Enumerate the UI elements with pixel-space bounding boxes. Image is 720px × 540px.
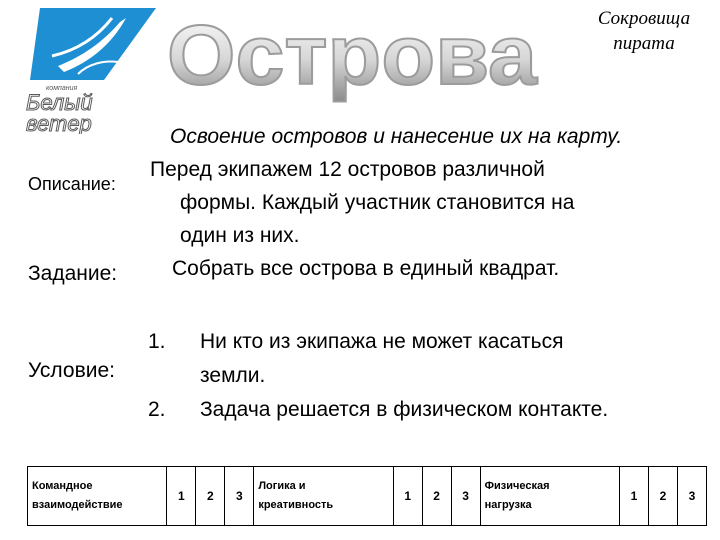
tagline-line1: Сокровища xyxy=(597,8,691,29)
description-label: Описание: xyxy=(28,174,116,194)
score-level-2: 2 xyxy=(648,467,677,526)
description-line2: Перед экипажем 12 островов различной xyxy=(150,158,545,181)
category-line1: Командное xyxy=(32,480,93,492)
condition-text: Ни кто из экипажа не может касаться xyxy=(200,330,564,353)
score-level-1: 1 xyxy=(619,467,648,526)
category-line2: креативность xyxy=(258,499,334,511)
condition-number: 1. xyxy=(148,330,166,353)
category-line2: нагрузка xyxy=(484,499,532,511)
logo-name-line2: ветер xyxy=(26,111,92,134)
logo-emblem xyxy=(8,4,158,134)
condition-label: Условие: xyxy=(28,359,116,382)
score-level-1: 1 xyxy=(167,467,196,526)
logo-small-text: компания xyxy=(46,85,78,92)
task-text: Собрать все острова в единый квадрат. xyxy=(172,257,560,280)
score-level-2: 2 xyxy=(196,467,225,526)
score-category-logic xyxy=(254,467,393,526)
condition-item-1-continued xyxy=(148,364,708,398)
score-level-2: 2 xyxy=(422,467,451,526)
description-line1: Освоение островов и нанесение их на карту. xyxy=(170,125,623,148)
score-category-physical xyxy=(480,467,619,526)
task-label: Задание: xyxy=(28,262,118,285)
logo-name-line1: Белый xyxy=(26,90,93,115)
condition-item-1 xyxy=(148,330,708,364)
logo-sail-shape xyxy=(30,8,156,80)
company-logo xyxy=(8,4,158,134)
condition-list xyxy=(148,330,708,432)
score-category-teamwork xyxy=(28,467,167,526)
table-row xyxy=(28,467,707,526)
score-level-3: 3 xyxy=(225,467,254,526)
condition-text: Задача решается в физическом контакте. xyxy=(200,398,609,421)
score-level-3: 3 xyxy=(677,467,706,526)
category-line1: Физическая xyxy=(484,480,550,492)
score-level-3: 3 xyxy=(451,467,480,526)
category-line2: взаимодействие xyxy=(32,499,123,511)
category-line1: Логика и xyxy=(258,480,306,492)
description-line4: один из них. xyxy=(180,224,300,247)
page-title xyxy=(160,2,545,112)
description-text xyxy=(150,120,710,252)
condition-item-2 xyxy=(148,398,708,432)
condition-number: 2. xyxy=(148,398,166,421)
tagline xyxy=(578,6,710,56)
condition-text: земли. xyxy=(200,364,266,387)
tagline-line2: пирата xyxy=(613,33,675,54)
score-table xyxy=(27,466,707,526)
description-line3: формы. Каждый участник становится на xyxy=(180,191,575,214)
score-level-1: 1 xyxy=(393,467,422,526)
title-text: Острова xyxy=(167,8,539,102)
